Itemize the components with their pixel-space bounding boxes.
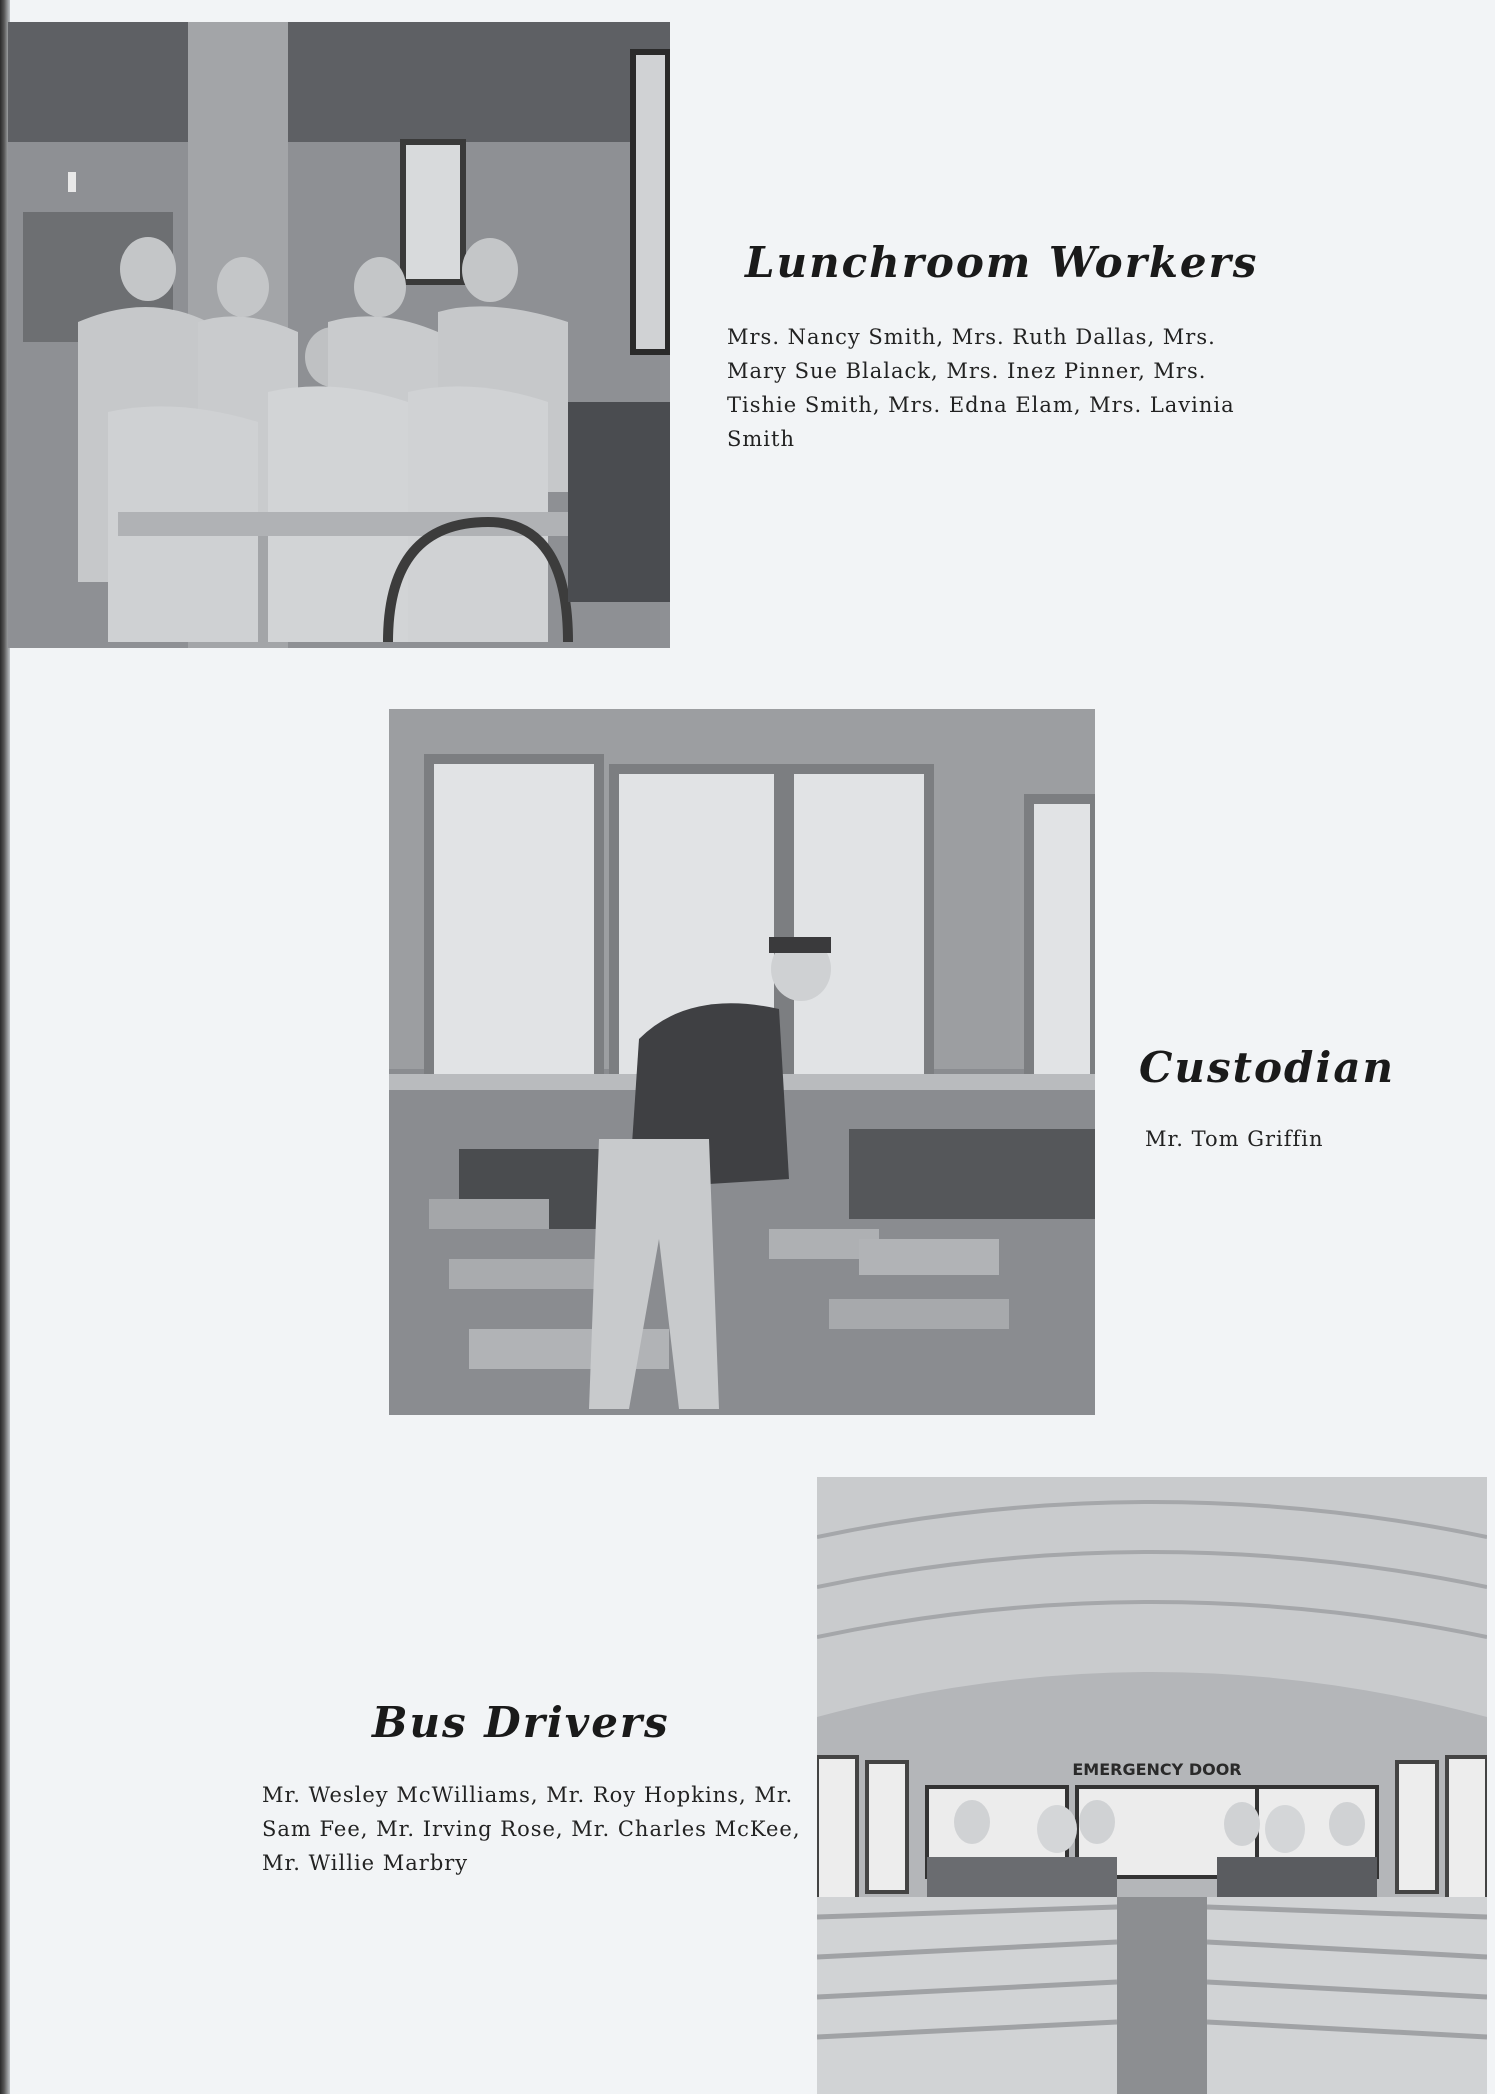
custodian-photo xyxy=(389,709,1095,1415)
lunchroom-workers-heading: Lunchroom Workers xyxy=(745,238,1259,288)
lunchroom-workers-photo xyxy=(8,22,670,648)
custodian-names: Mr. Tom Griffin xyxy=(1145,1127,1324,1151)
bus-drivers-photo xyxy=(817,1477,1487,2094)
bus-drivers-names: Mr. Wesley McWilliams, Mr. Roy Hopkins, Mr. Sam Fee, Mr. Irving Rose, Mr. Charles McKee, Mr. Willie Marbry xyxy=(262,1783,801,1875)
lunchroom-workers-names: Mrs. Nancy Smith, Mrs. Ruth Dallas, Mrs. Mary Sue Blalack, Mrs. Inez Pinner, Mrs. Tishie Smith, Mrs. Edna Elam, Mrs. Lavinia Smith xyxy=(727,325,1235,451)
emergency-door-sign: EMERGENCY DOOR xyxy=(1072,1760,1242,1779)
bus-drivers-heading: Bus Drivers xyxy=(372,1698,670,1748)
custodian-heading: Custodian xyxy=(1139,1043,1396,1093)
